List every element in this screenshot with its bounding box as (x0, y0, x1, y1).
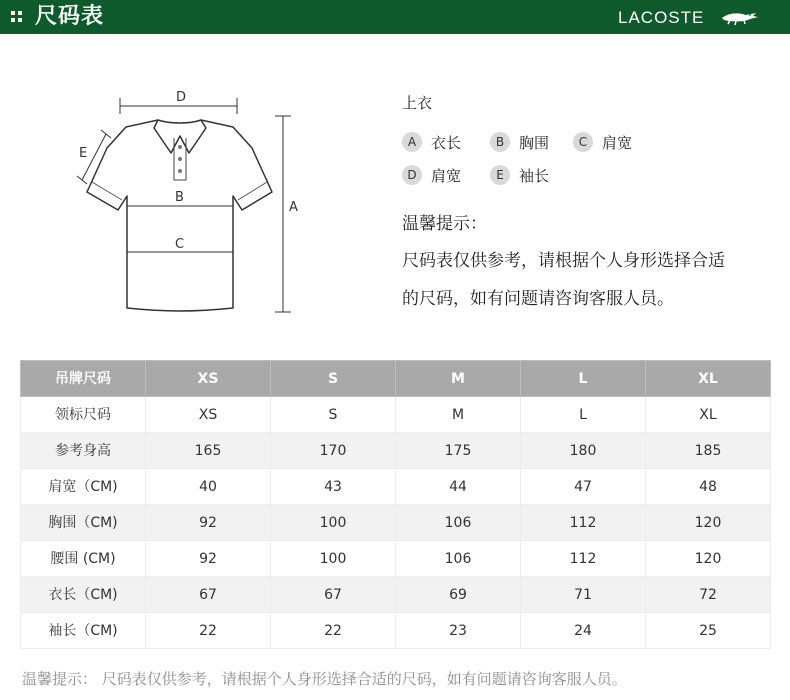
table-cell: XL (646, 397, 771, 433)
table-cell: S (271, 397, 396, 433)
column-header: M (396, 361, 521, 397)
table-cell: 参考身高 (21, 433, 146, 469)
table-cell: 23 (396, 613, 521, 649)
table-cell: 袖长（CM) (21, 613, 146, 649)
letter-badge: E (490, 165, 510, 185)
table-cell: 肩宽（CM) (21, 469, 146, 505)
table-cell: 92 (146, 505, 271, 541)
letter-badge: D (402, 165, 422, 185)
footer-note: 温馨提示： 尺码表仅供参考，请根据个人身形选择合适的尺码，如有问题请咨询客服人员。 (22, 670, 627, 688)
legend-heading: 上衣 (402, 94, 433, 112)
legend-label: 肩宽 (431, 166, 462, 185)
table-cell: 67 (271, 577, 396, 613)
dimension-d-label: D (176, 90, 187, 105)
table-cell: 165 (146, 433, 271, 469)
column-header: S (271, 361, 396, 397)
column-header: L (521, 361, 646, 397)
letter-badge: A (402, 132, 422, 152)
table-row (21, 577, 771, 613)
tip-line: 尺码表仅供参考，请根据个人身形选择合适 (402, 251, 725, 271)
column-header: 吊牌尺码 (21, 361, 146, 397)
dimension-c-label: C (175, 237, 185, 252)
table-cell: 112 (521, 541, 646, 577)
table-cell: 72 (646, 577, 771, 613)
table-cell: 胸围（CM) (21, 505, 146, 541)
table-cell: 170 (271, 433, 396, 469)
table-cell: 腰围 (CM) (21, 541, 146, 577)
shirt-diagram (70, 80, 330, 330)
legend-item (402, 164, 461, 186)
table-cell: 22 (146, 613, 271, 649)
legend-label: 胸围 (519, 133, 550, 152)
size-table (20, 360, 771, 649)
table-row (21, 469, 771, 505)
header-bar (0, 0, 790, 34)
legend-label: 衣长 (431, 133, 462, 152)
page-title: 尺码表 (35, 4, 105, 29)
table-cell: 185 (646, 433, 771, 469)
table-row (21, 433, 771, 469)
table-cell: 24 (521, 613, 646, 649)
tip-title: 温馨提示： (402, 214, 487, 234)
column-header: XL (646, 361, 771, 397)
crocodile-logo-icon (720, 7, 760, 27)
table-cell: 106 (396, 541, 521, 577)
table-cell: 120 (646, 505, 771, 541)
table-cell: 25 (646, 613, 771, 649)
dimension-a-label: A (289, 200, 298, 215)
table-cell: 175 (396, 433, 521, 469)
table-cell: 44 (396, 469, 521, 505)
dimension-e-label: E (79, 146, 88, 161)
legend-item (490, 164, 549, 186)
table-cell: 71 (521, 577, 646, 613)
table-cell: 100 (271, 541, 396, 577)
table-header-row (21, 361, 771, 397)
table-cell: 22 (271, 613, 396, 649)
table-row (21, 505, 771, 541)
table-cell: M (396, 397, 521, 433)
table-cell: XS (146, 397, 271, 433)
letter-badge: C (573, 132, 593, 152)
table-cell: 69 (396, 577, 521, 613)
table-row (21, 613, 771, 649)
brand-name: LACOSTE (618, 8, 705, 27)
tip-line: 的尺码，如有问题请咨询客服人员。 (402, 289, 674, 309)
grid-dots-icon (11, 11, 23, 23)
table-cell: 衣长（CM) (21, 577, 146, 613)
table-row (21, 541, 771, 577)
table-cell: 48 (646, 469, 771, 505)
table-cell: 112 (521, 505, 646, 541)
legend-item (573, 131, 632, 153)
legend-item (490, 131, 549, 153)
table-cell: 100 (271, 505, 396, 541)
table-cell: 43 (271, 469, 396, 505)
table-cell: 领标尺码 (21, 397, 146, 433)
table-cell: L (521, 397, 646, 433)
table-cell: 47 (521, 469, 646, 505)
table-cell: 120 (646, 541, 771, 577)
table-cell: 92 (146, 541, 271, 577)
legend-label: 袖长 (519, 166, 550, 185)
table-cell: 180 (521, 433, 646, 469)
table-row (21, 397, 771, 433)
table-cell: 40 (146, 469, 271, 505)
dimension-b-label: B (175, 190, 184, 205)
legend-item (402, 131, 461, 153)
letter-badge: B (490, 132, 510, 152)
column-header: XS (146, 361, 271, 397)
legend-label: 肩宽 (602, 133, 633, 152)
table-cell: 67 (146, 577, 271, 613)
table-cell: 106 (396, 505, 521, 541)
